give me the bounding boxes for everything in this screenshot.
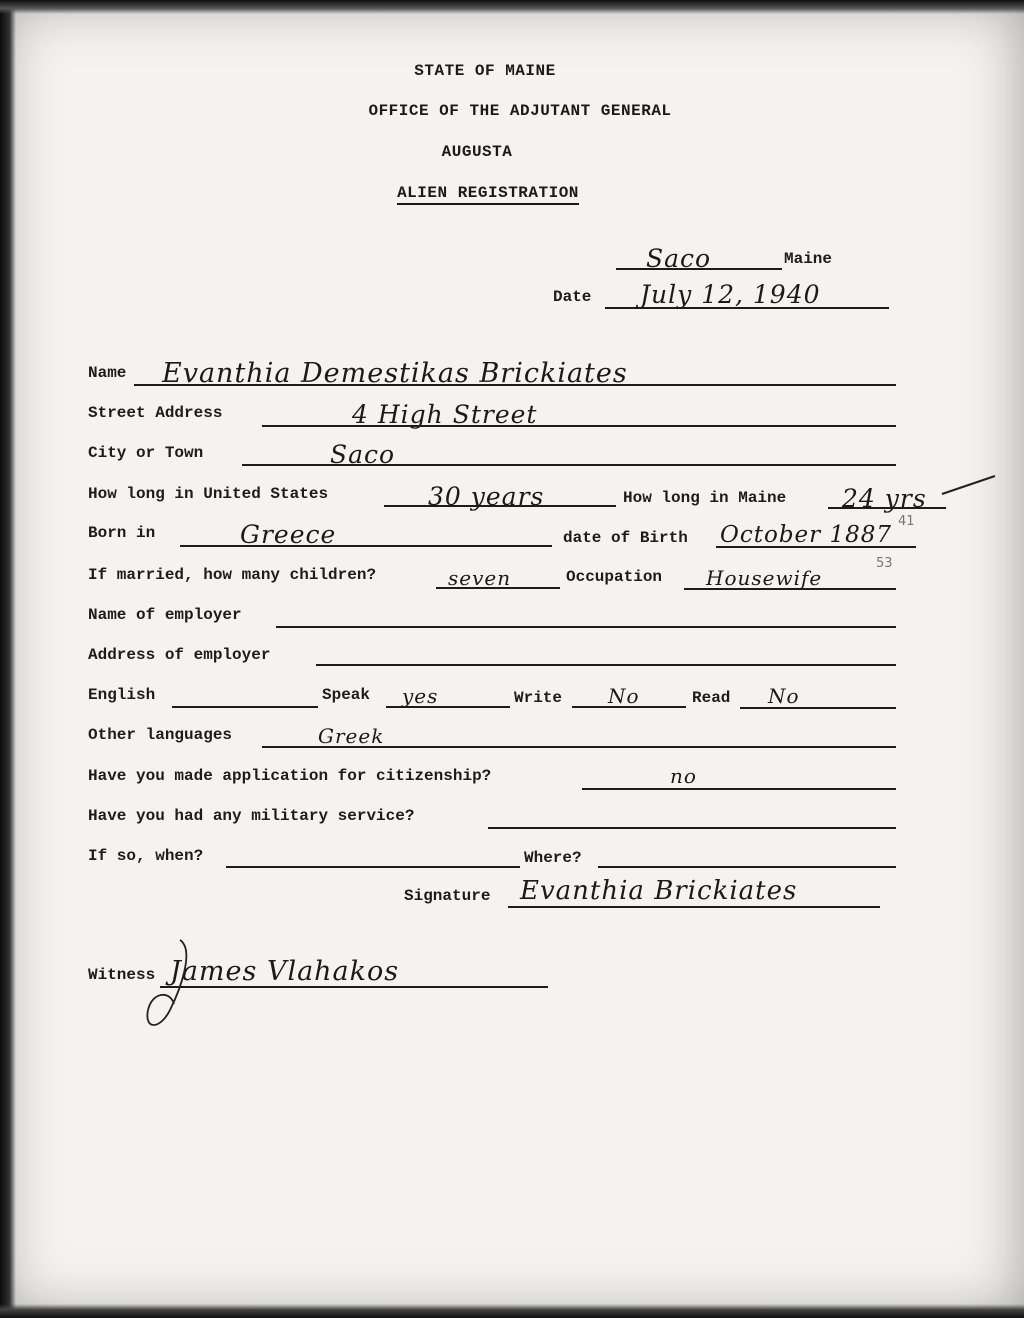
born-in-value: Greece: [240, 520, 337, 549]
read-label: Read: [692, 689, 731, 707]
if-so-when-line: [226, 866, 520, 868]
pencil-note-birth: 53: [876, 556, 893, 571]
date-of-birth-value: October 1887: [720, 522, 893, 548]
pen-stroke-mark: [940, 470, 1000, 500]
other-languages-label: Other languages: [88, 726, 233, 744]
signature-label: Signature: [404, 887, 491, 905]
how-long-maine-value: 24 yrs: [842, 484, 927, 513]
employer-name-line: [276, 626, 896, 628]
header-office: OFFICE OF THE ADJUTANT GENERAL: [368, 102, 672, 120]
header-title-text: ALIEN REGISTRATION: [397, 184, 579, 205]
military-line: [488, 827, 896, 829]
pencil-note-maine: 41: [898, 514, 915, 529]
city-value: Saco: [330, 440, 396, 469]
city-label: City or Town: [88, 444, 204, 462]
military-label: Have you had any military service?: [88, 807, 415, 825]
how-long-us-label: How long in United States: [88, 485, 329, 503]
date-of-birth-label: date of Birth: [563, 529, 688, 547]
english-line: [172, 706, 318, 708]
town-value: Saco: [646, 244, 712, 273]
header-title: [0, 184, 1000, 202]
street-value: 4 High Street: [352, 400, 538, 429]
if-so-when-label: If so, when?: [88, 847, 204, 865]
how-long-us-value: 30 years: [428, 482, 545, 511]
other-languages-value: Greek: [318, 724, 385, 748]
where-label: Where?: [524, 849, 582, 867]
name-value: Evanthia Demestikas Brickiates: [162, 358, 628, 389]
occupation-value: Housewife: [706, 566, 823, 590]
employer-address-label: Address of employer: [88, 646, 271, 664]
where-line: [598, 866, 896, 868]
married-label: If married, how many children?: [88, 566, 377, 584]
maine-label: Maine: [784, 250, 833, 268]
speak-value: yes: [402, 684, 439, 708]
name-label: Name: [88, 364, 127, 382]
header-city: AUGUSTA: [441, 143, 513, 161]
witness-flourish: [140, 930, 200, 1040]
occupation-label: Occupation: [566, 568, 663, 586]
street-label: Street Address: [88, 404, 223, 422]
english-label: English: [88, 686, 156, 704]
read-line: [740, 707, 896, 709]
scan-edge-top: [0, 0, 1024, 14]
header-state: STATE OF MAINE: [414, 62, 556, 80]
write-value: No: [608, 684, 640, 708]
date-label: Date: [553, 288, 592, 306]
citizenship-line: [582, 788, 896, 790]
citizenship-label: Have you made application for citizenship?: [88, 767, 492, 785]
born-in-label: Born in: [88, 524, 156, 542]
employer-address-line: [316, 664, 896, 666]
witness-label: Witness: [88, 966, 156, 984]
signature-line: [508, 906, 880, 908]
citizenship-value: no: [670, 764, 697, 788]
read-value: No: [768, 684, 800, 708]
write-label: Write: [514, 689, 563, 707]
date-value: July 12, 1940: [640, 280, 821, 309]
born-in-line: [180, 545, 552, 547]
children-value: seven: [448, 566, 512, 590]
employer-name-label: Name of employer: [88, 606, 242, 624]
speak-label: Speak: [322, 686, 371, 704]
how-long-maine-label: How long in Maine: [623, 489, 787, 507]
scan-edge-bottom: [0, 1304, 1024, 1318]
witness-value: James Vlahakos: [170, 956, 400, 987]
signature-value: Evanthia Brickiates: [520, 876, 798, 906]
